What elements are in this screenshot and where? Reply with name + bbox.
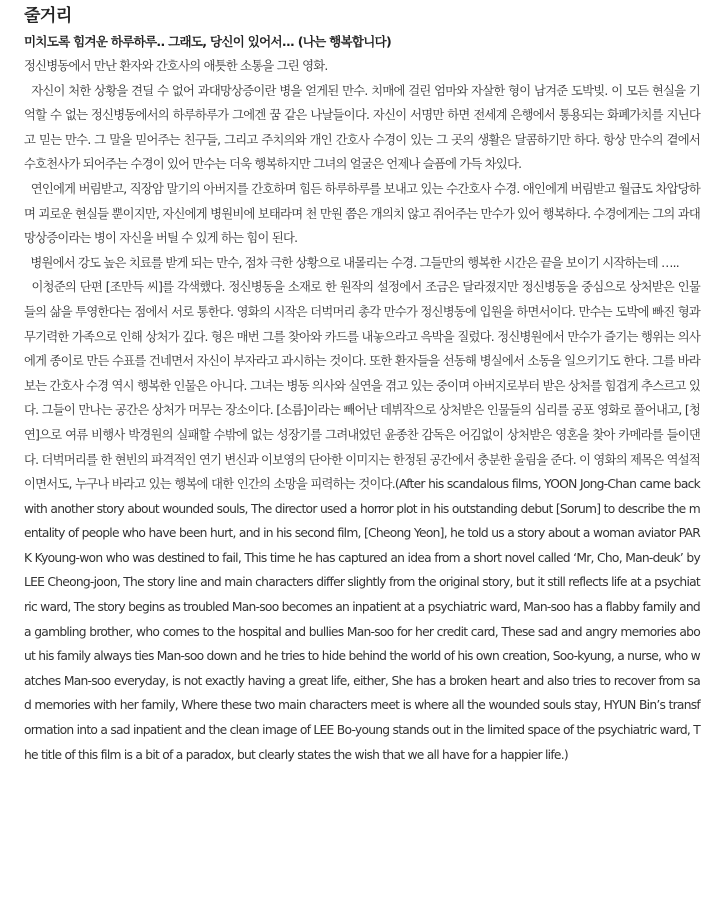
plot-paragraph-mansoo: 자신이 처한 상황을 견딜 수 없어 과대망상증이란 병을 얻게된 만수. 치매에 걸린 엄마와 자살한 형이 남겨준 도박빚. 이 모든 현실을 기억할 수 없는 정신병동에서의 하루하루가 그에겐 꿈 같은 나날들이다. 자신이 서명만 하면 전세계 은행에서 통용되는 화폐가치를 지닌다고 믿는 만수. 그 말을 믿어주는 친구들, 그리고 주치의와 개인 간호사 수경이 있는 그 곳의 생활은 달콤하기만 하다. 항상 만수의 곁에서 수호천사가 되어주는 수경이 있어 만수는 더욱 행복하지만 그녀의 얼굴은 언제나 슬픔에 가득 차있다. <box>24 83 700 172</box>
tagline: 미치도록 힘겨운 하루하루.. 그래도, 당신이 있어서... (나는 행복합니다) <box>24 34 392 49</box>
intro-paragraph: 정신병동에서 만난 환자와 간호사의 애틋한 소통을 그린 영화. <box>24 59 328 73</box>
review-text-english: (After his scandalous films, YOON Jong-Chan came back with another story about wounded souls, The director used a horror plot in his outstanding debut [Sorum] to describe the mentality of people who have been hurt, and in his second film, [Cheong Yeon], he told us a story about a woman aviator PARK Kyoung-won who was destined to fail, This time he has captured an idea from a short novel called ‘Mr, Cho, Man-deuk’ by LEE Cheong-joon, The story line and main characters differ slightly from the original story, but it still reflects life at a psychiatric ward, The story begins as troubled Man-soo becomes an inpatient at a psychiatric ward, Man-soo has a flabby family and a gambling brother, who comes to the hospital and bullies Man-soo for her credit card, These sad and angry memories about his family always ties Man-soo down and he tries to hide behind the world of his own creation, Soo-kyung, a nurse, who watches Man-soo everyday, is not exactly having a great life, either, She has a broken heart and also tries to recover from sad memories with her family, Where these two main characters meet is where all the wounded souls stay, HYUN Bin’s transformation into a sad inpatient and the clean image of LEE Bo-young stands out in the limited space of the psychiatric ward, The title of this film is a bit of a paradox, but clearly states the wish that we all have for a happier life.) <box>24 477 700 762</box>
review-text-korean: 이청준의 단편 [조만득 씨]를 각색했다. 정신병동을 소재로 한 원작의 설정에서 조금은 달라졌지만 정신병동을 중심으로 상처받은 인물들의 삶을 투영한다는 점에서 서로 통한다. 영화의 시작은 더벅머리 총각 만수가 정신병동에 입원을 하면서이다. 만수는 도박에 빠진 형과 무기력한 가족으로 인해 상처가 깊다. 형은 매번 그를 찾아와 카드를 내놓으라고 윽박을 질렀다. 정신병원에서 만수가 즐기는 행위는 의사에게 종이로 만든 수표를 건네면서 자신이 부자라고 과시하는 것이다. 또한 환자들을 선동해 병실에서 소동을 일으키기도 한다. 그를 바라보는 간호사 수경 역시 행복한 인물은 아니다. 그녀는 병동 의사와 실연을 겪고 있는 중이며 아버지로부터 받은 상처를 힘겹게 추스르고 있다. 그들이 만나는 공간은 상처가 머무는 장소이다. [소름]이라는 빼어난 데뷔작으로 상처받은 인물들의 심리를 공포 영화로 풀어내고, [청연]으로 여류 비행사 박경원의 실패할 수밖에 없는 성장기를 그려내었던 윤종찬 감독은 어김없이 상처받은 영혼을 찾아 카메라를 들이댄다. 더벅머리를 한 현빈의 파격적인 연기 변신과 이보영의 단아한 이미지는 한정된 공간에서 충분한 울림을 준다. 이 영화의 제목은 역설적이면서도, 누구나 바라고 있는 행복에 대한 인간의 소망을 피력하는 것이다. <box>24 280 700 492</box>
review-paragraph-korean <box>24 275 700 767</box>
plot-paragraph-climax: 병원에서 강도 높은 치료를 받게 되는 만수, 점차 극한 상황으로 내몰리는 수경. 그들만의 행복한 시간은 끝을 보이기 시작하는데 ….. <box>24 255 679 270</box>
synopsis-section <box>24 0 700 767</box>
section-title: 줄거리 <box>24 6 72 26</box>
plot-paragraph-sookyung: 연인에게 버림받고, 직장암 말기의 아버지를 간호하며 힘든 하루하루를 보내고 있는 수간호사 수경. 애인에게 버림받고 월급도 차압당하며 괴로운 현실들 뿐이지만, 자신에게 병원비에 보태라며 천 만원 쯤은 개의치 않고 쥐어주는 만수가 있어 행복하다. 수경에게는 그의 과대망상증이라는 병이 자신을 버틸 수 있게 하는 힘이 된다. <box>24 181 700 246</box>
